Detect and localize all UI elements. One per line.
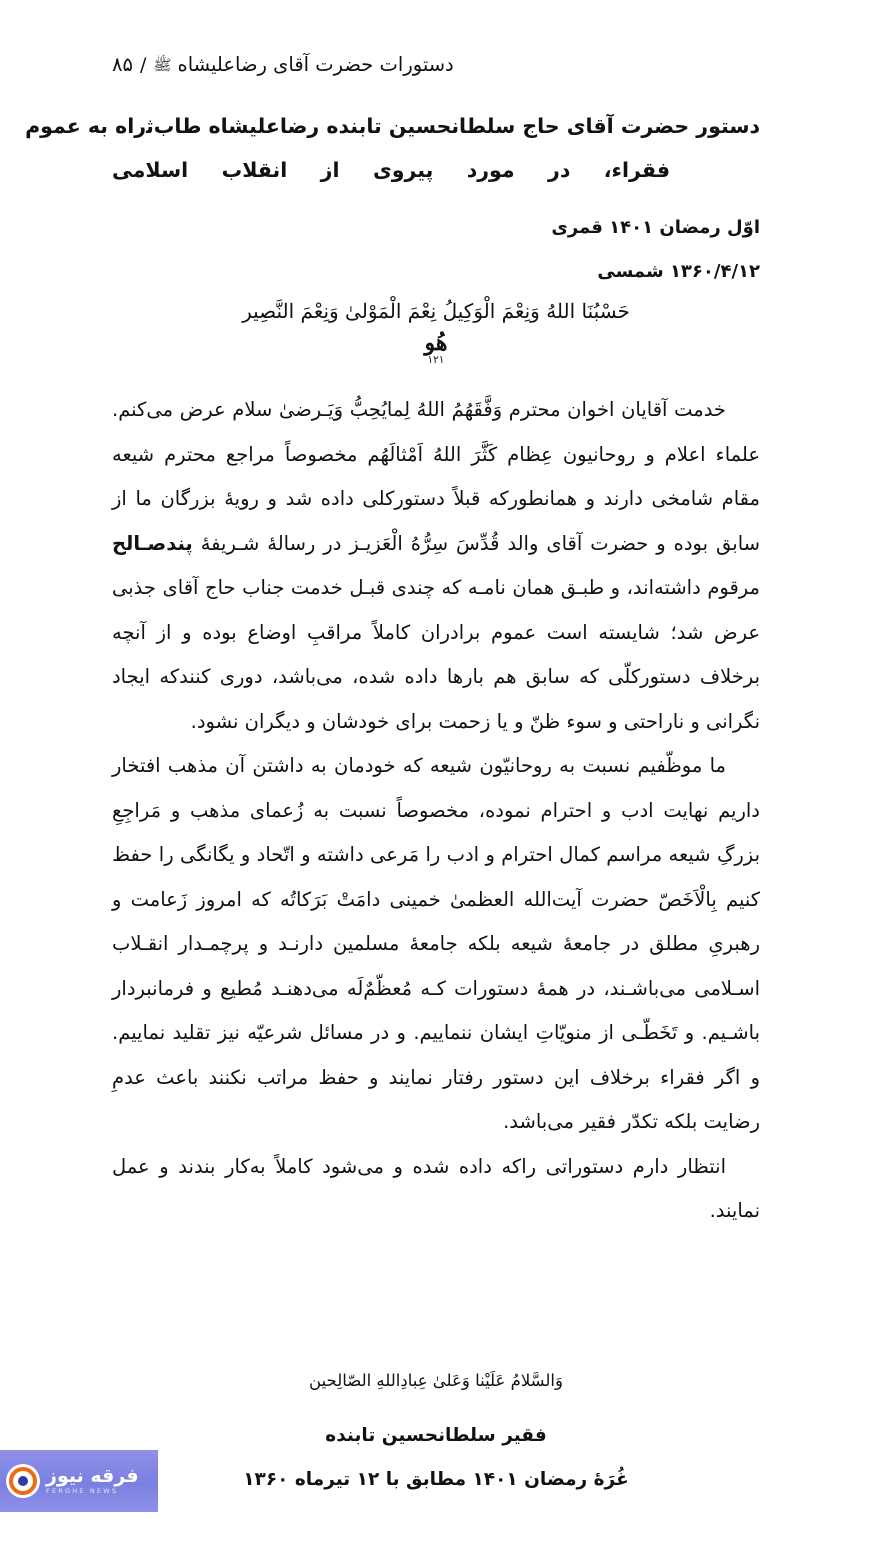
watermark-text xyxy=(46,1467,139,1495)
body-area xyxy=(112,388,760,1234)
watermark-name-fa: فرقه نیوز xyxy=(46,1465,139,1488)
watermark-logo xyxy=(0,1450,158,1512)
signature-date: غُرَهٔ رمضان ۱۴۰۱ مطابق با ۱۲ تیرماه ۱۳۶۰ xyxy=(243,1469,629,1490)
hu-number: ۱۲۱ xyxy=(427,354,445,366)
watermark-inner xyxy=(6,1464,139,1498)
honorific-symbol-icon: ﷺ xyxy=(153,56,172,74)
hu-symbol xyxy=(0,332,872,366)
signature-name: فقیر سلطانحسین تابنده xyxy=(325,1425,547,1446)
header-title: دستورات حضرت آقای رضاعلیشاه xyxy=(177,53,454,76)
date-block xyxy=(551,206,760,294)
watermark-name-en: FERGHE NEWS xyxy=(46,1487,119,1496)
invocation-text: حَسْبُنَا اللهُ وَنِعْمَ الْوَكِيلُ نِعْمَ الْمَوْلىٰ وَنِعْمَ النَّصِير xyxy=(242,299,630,323)
closing-salutation: وَالسَّلامُ عَلَیْنا وَعَلىٰ عِبادِاللهِ الصّالِحین xyxy=(309,1371,563,1390)
paragraph-1-part-1: خدمت آقایان اخوان محترم وَفَّقَهُمُ اللهُ لِمایُحِبُّ وَیَـرضىٰ سلام عرض مى‌کنم. علماء اعلام و روحانیون عِظام کَثَّرَ اللهُ اَمْثالَهُم مخصوصاً مراجع محترم شیعه مقام شامخى دارند و همانطورکه قبلاً دستورکلى داده شد و رویهٔ بزرگان ما از سابق بوده و حضرت آقای والد قُدِّسَ سِرُّهُ الْعَزیـز در رسالهٔ شـریفهٔ xyxy=(112,398,760,555)
hu-glyph-icon: هُو xyxy=(424,330,448,356)
page-number: ۸۵ xyxy=(112,53,133,76)
header-separator: / xyxy=(139,54,147,76)
paragraph-1 xyxy=(112,388,760,744)
title-line-1: دستور حضرت آقای حاج سلطانحسین تابنده رضاعلیشاه طابﺛراه به عموم xyxy=(25,114,760,138)
paragraph-2: ما موظّفیم نسبت به روحانیّون شیعه که خودمان به داشتن آن مذهب افتخار داریم نهایت ادب و احترام نموده، مخصوصاً نسبت به زُعمای مذهب و مَراجِعِ بزرگِ شیعه مراسم کمال احترام و ادب را مَرعى داشته و اتّحاد و یگانگى را حفظ کنیم بِالْاَخَصّ حضرت آیت‌الله العظمىٰ خمینى دامَتْ بَرَکاتُه که امروز زَعامت و رهبریِ مطلق در جامعهٔ شیعه بلکه جامعهٔ مسلمین دارنـد و پرچمـدار انقـلاب اسـلامى مى‌باشـند، در همهٔ دستورات کـه مُعظّمٌ‌لَه مى‌دهنـد مُطیع و فرمانبردار باشـیم. و تَخَطّـى از منویّاتِ ایشان ننماییم. و در مسائل شرعیّه نیز تقلید نماییم. و اگر فقراء برخلاف این دستور رفتار نمایند و حفظ مراتب نکنند باعث عدمِ رضایت بلکه تکدّر فقیر مى‌باشد. xyxy=(112,754,760,1133)
paragraph-1-emphasis: پندصـالح xyxy=(112,531,193,555)
page-title xyxy=(25,104,760,192)
running-header xyxy=(112,50,760,81)
title-line-2: فقراء، در مورد پیروی از انقلاب اسلامی xyxy=(112,158,670,182)
paragraph-1-part-2: مرقوم داشته‌اند، و طبـق همان نامـه که چندی قبـل خدمت جناب حاج آقای جذبی عرض شد؛ شایسته است عموم برادران کاملاً مراقبِ اوضاع بوده و از آنچه برخلاف دستورکلّى که سابق هم بارها داده شده، مى‌باشد، دوری کنندکه ایجاد نگرانى و ناراحتى و سوء ظنّ و یا زحمت برای خودشان و دیگران نشود. xyxy=(112,576,760,733)
watermark-target-icon xyxy=(6,1464,40,1498)
paragraph-3: انتظار دارم دستوراتى راکه داده شده و مى‌شود کاملاً به‌کار بندند و عمل نمایند. xyxy=(112,1154,760,1222)
date-solar: ۱۳۶۰/۴/۱۲ شمسی xyxy=(597,261,760,282)
date-lunar: اوّل رمضان ۱۴۰۱ قمری xyxy=(551,217,760,238)
